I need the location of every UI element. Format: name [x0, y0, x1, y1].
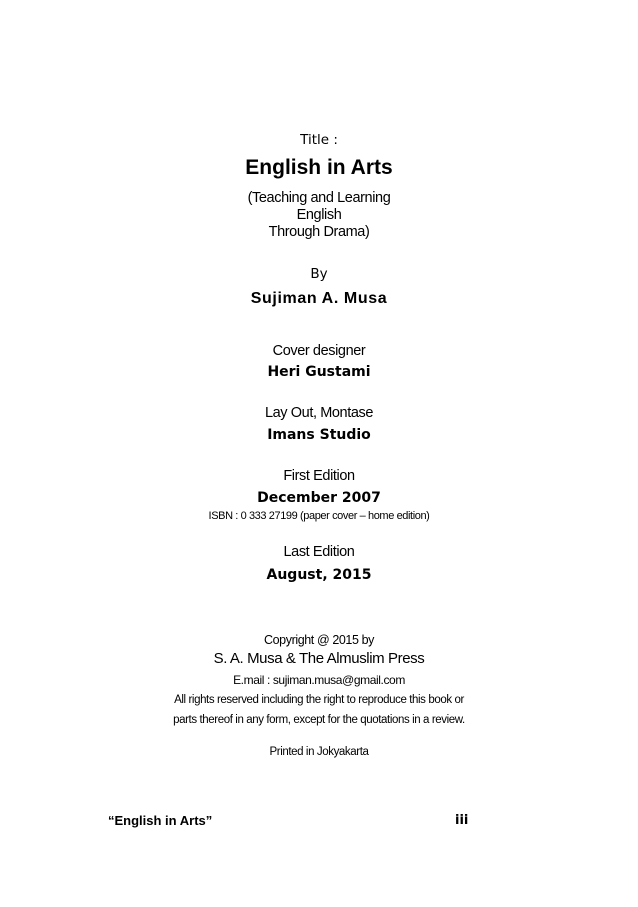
book-subtitle [0, 190, 638, 241]
subtitle-line: English [296, 207, 342, 223]
publisher-name: S. A. Musa & The Almuslim Press [213, 650, 425, 667]
footer-book-title: “English in Arts” [108, 813, 213, 828]
printed-location: Printed in Jokyakarta [269, 746, 369, 758]
rights-line: parts thereof in any form, except for the quotations in a review. [173, 714, 465, 726]
author-name: Sujiman A. Musa [250, 290, 388, 307]
layout-label: Lay Out, Montase [264, 405, 374, 421]
subtitle-line: Through Drama) [268, 224, 370, 240]
copyright-line: Copyright @ 2015 by [263, 633, 374, 647]
page-number: iii [455, 813, 469, 828]
cover-designer-name: Heri Gustami [267, 364, 371, 380]
by-label: By [310, 266, 328, 282]
layout-name: Imans Studio [267, 427, 371, 443]
subtitle-line: (Teaching and Learning [247, 190, 391, 206]
first-edition-label: First Edition [283, 468, 355, 484]
title-label: Title : [300, 132, 338, 148]
isbn-text: ISBN : 0 333 27199 (paper cover – home edition) [208, 510, 430, 522]
last-edition-label: Last Edition [283, 544, 355, 560]
email-line: E.mail : sujiman.musa@gmail.com [233, 673, 405, 687]
rights-statement [0, 690, 638, 730]
book-title: English in Arts [245, 156, 393, 179]
rights-line: All rights reserved including the right to reproduce this book or [174, 694, 464, 706]
cover-designer-label: Cover designer [272, 343, 366, 359]
last-edition-date: August, 2015 [266, 567, 372, 583]
first-edition-date: December 2007 [257, 490, 381, 506]
